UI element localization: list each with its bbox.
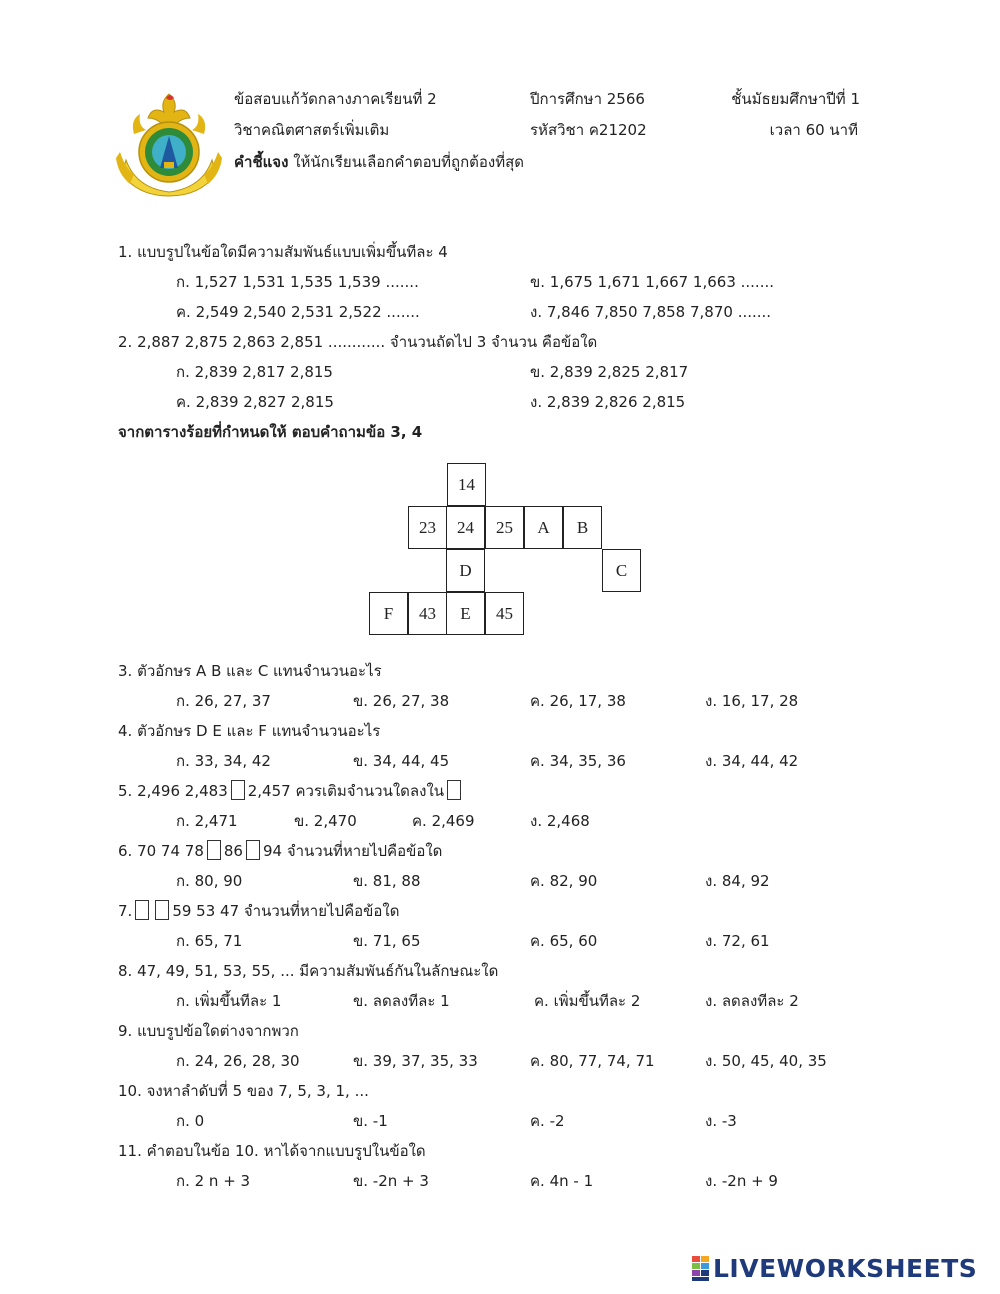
- blank-box[interactable]: [155, 900, 169, 920]
- q4-stem: 4. ตัวอักษร D E และ F แทนจำนวนอะไร: [118, 722, 381, 740]
- q4-choice-b[interactable]: ข. 34, 44, 45: [353, 752, 450, 770]
- q10-choice-c[interactable]: ค. -2: [530, 1112, 565, 1130]
- q5-stem-start: 5. 2,496 2,483: [118, 782, 228, 800]
- q2-choice-d[interactable]: ง. 2,839 2,826 2,815: [530, 393, 686, 411]
- grid-cell: 14: [447, 463, 486, 506]
- q5-choice-b[interactable]: ข. 2,470: [294, 812, 357, 830]
- q3-choice-b[interactable]: ข. 26, 27, 38: [353, 692, 450, 710]
- q7-choice-c[interactable]: ค. 65, 60: [530, 932, 598, 950]
- liveworksheets-text: LIVEWORKSHEETS: [713, 1254, 978, 1283]
- q4-choice-d[interactable]: ง. 34, 44, 42: [705, 752, 799, 770]
- q6-choice-b[interactable]: ข. 81, 88: [353, 872, 421, 890]
- header-year: ปีการศึกษา 2566: [530, 90, 645, 108]
- grid-cell-d[interactable]: D: [446, 549, 485, 592]
- blank-box[interactable]: [231, 780, 245, 800]
- instructions: [234, 150, 524, 174]
- q4-choice-c[interactable]: ค. 34, 35, 36: [530, 752, 626, 770]
- q9-stem: 9. แบบรูปข้อใดต่างจากพวก: [118, 1022, 299, 1040]
- liveworksheets-icon: [692, 1256, 710, 1282]
- grid-cell-a[interactable]: A: [524, 506, 563, 549]
- q1-choice-b[interactable]: ข. 1,675 1,671 1,667 1,663 .......: [530, 273, 775, 291]
- q6-choice-d[interactable]: ง. 84, 92: [705, 872, 770, 890]
- q5-choice-d[interactable]: ง. 2,468: [530, 812, 590, 830]
- liveworksheets-logo[interactable]: [692, 1254, 977, 1283]
- q2-stem: 2. 2,887 2,875 2,863 2,851 ............ จำนวนถัดไป 3 จำนวน คือข้อใด: [118, 333, 598, 351]
- q6-stem-start: 6. 70 74 78: [118, 842, 204, 860]
- q9-choice-a[interactable]: ก. 24, 26, 28, 30: [176, 1052, 300, 1070]
- q3-choice-d[interactable]: ง. 16, 17, 28: [705, 692, 799, 710]
- grid-cell: 43: [408, 592, 447, 635]
- q1-stem: 1. แบบรูปในข้อใดมีความสัมพันธ์แบบเพิ่มขึ้นทีละ 4: [118, 243, 448, 261]
- q11-choice-c[interactable]: ค. 4n - 1: [530, 1172, 594, 1190]
- q6-stem-end: 94 จำนวนที่หายไปคือข้อใด: [262, 842, 443, 860]
- grid-cell-c[interactable]: C: [602, 549, 641, 592]
- q1-choice-d[interactable]: ง. 7,846 7,850 7,858 7,870 .......: [530, 303, 772, 321]
- grid-cell: 25: [485, 506, 524, 549]
- q8-choice-b[interactable]: ข. ลดลงทีละ 1: [353, 992, 450, 1010]
- q10-stem: 10. จงหาลำดับที่ 5 ของ 7, 5, 3, 1, ...: [118, 1082, 369, 1100]
- q10-choice-a[interactable]: ก. 0: [176, 1112, 205, 1130]
- q1-choice-a[interactable]: ก. 1,527 1,531 1,535 1,539 .......: [176, 273, 419, 291]
- grid-cell-b[interactable]: B: [563, 506, 602, 549]
- q5-stem-end: 2,457 ควรเติมจำนวนใดลงใน: [247, 782, 445, 800]
- q8-stem: 8. 47, 49, 51, 53, 55, ... มีความสัมพันธ์กันในลักษณะใด: [118, 962, 499, 980]
- q5-choice-c[interactable]: ค. 2,469: [412, 812, 475, 830]
- q10-choice-d[interactable]: ง. -3: [705, 1112, 737, 1130]
- blank-box[interactable]: [207, 840, 221, 860]
- q8-choice-a[interactable]: ก. เพิ่มขึ้นทีละ 1: [176, 992, 282, 1010]
- q3-choice-c[interactable]: ค. 26, 17, 38: [530, 692, 626, 710]
- q5-stem: [118, 779, 464, 803]
- header-time: เวลา 60 นาที: [769, 121, 858, 139]
- q5-choice-a[interactable]: ก. 2,471: [176, 812, 238, 830]
- q9-choice-b[interactable]: ข. 39, 37, 35, 33: [353, 1052, 478, 1070]
- grid-cell: 23: [408, 506, 447, 549]
- q7-choice-d[interactable]: ง. 72, 61: [705, 932, 770, 950]
- q11-stem: 11. คำตอบในข้อ 10. หาได้จากแบบรูปในข้อใด: [118, 1142, 426, 1160]
- q6-stem-mid: 86: [223, 842, 243, 860]
- q7-choice-b[interactable]: ข. 71, 65: [353, 932, 421, 950]
- header-subject: วิชาคณิตศาสตร์เพิ่มเติม: [234, 121, 390, 139]
- q2-choice-a[interactable]: ก. 2,839 2,817 2,815: [176, 363, 333, 381]
- school-logo: [116, 90, 222, 198]
- blank-box[interactable]: [135, 900, 149, 920]
- q11-choice-b[interactable]: ข. -2n + 3: [353, 1172, 429, 1190]
- q6-stem: [118, 839, 442, 863]
- q2-choice-b[interactable]: ข. 2,839 2,825 2,817: [530, 363, 689, 381]
- grid-cell: 45: [485, 592, 524, 635]
- table-heading: จากตารางร้อยที่กำหนดให้ ตอบคำถามข้อ 3, 4: [118, 423, 423, 441]
- q3-stem: 3. ตัวอักษร A B และ C แทนจำนวนอะไร: [118, 662, 382, 680]
- q7-choice-a[interactable]: ก. 65, 71: [176, 932, 243, 950]
- q9-choice-d[interactable]: ง. 50, 45, 40, 35: [705, 1052, 827, 1070]
- instructions-text: ให้นักเรียนเลือกคำตอบที่ถูกต้องที่สุด: [293, 153, 525, 171]
- q9-choice-c[interactable]: ค. 80, 77, 74, 71: [530, 1052, 655, 1070]
- q8-choice-c[interactable]: ค. เพิ่มขึ้นทีละ 2: [534, 992, 641, 1010]
- q11-choice-d[interactable]: ง. -2n + 9: [705, 1172, 778, 1190]
- header-grade: ชั้นมัธยมศึกษาปีที่ 1: [731, 90, 860, 108]
- q4-choice-a[interactable]: ก. 33, 34, 42: [176, 752, 271, 770]
- q2-choice-c[interactable]: ค. 2,839 2,827 2,815: [176, 393, 334, 411]
- blank-box: [447, 780, 461, 800]
- header-code: รหัสวิชา ค21202: [530, 121, 647, 139]
- q3-choice-a[interactable]: ก. 26, 27, 37: [176, 692, 271, 710]
- header-title: ข้อสอบแก้วัดกลางภาคเรียนที่ 2: [234, 90, 437, 108]
- grid-cell-e[interactable]: E: [446, 592, 485, 635]
- q6-choice-c[interactable]: ค. 82, 90: [530, 872, 598, 890]
- blank-box[interactable]: [246, 840, 260, 860]
- q10-choice-b[interactable]: ข. -1: [353, 1112, 388, 1130]
- grid-cell: 24: [446, 506, 485, 549]
- q7-stem-end: 59 53 47 จำนวนที่หายไปคือข้อใด: [172, 902, 400, 920]
- instructions-label: คำชี้แจง: [234, 153, 289, 171]
- q8-choice-d[interactable]: ง. ลดลงทีละ 2: [705, 992, 799, 1010]
- q7-stem: [118, 899, 399, 923]
- q11-choice-a[interactable]: ก. 2 n + 3: [176, 1172, 251, 1190]
- q7-stem-start: 7.: [118, 902, 133, 920]
- q6-choice-a[interactable]: ก. 80, 90: [176, 872, 243, 890]
- q1-choice-c[interactable]: ค. 2,549 2,540 2,531 2,522 .......: [176, 303, 420, 321]
- grid-cell-f[interactable]: F: [369, 592, 408, 635]
